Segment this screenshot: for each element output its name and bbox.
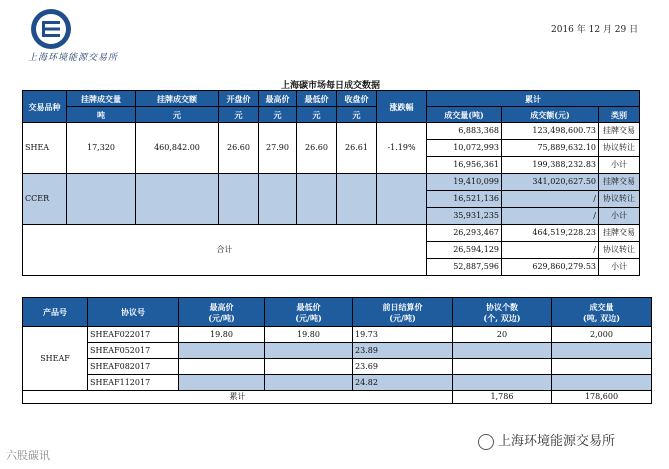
high-price bbox=[179, 343, 265, 359]
table-row bbox=[23, 327, 652, 343]
cum-volume: 16,521,136 bbox=[427, 191, 502, 208]
report-date: 2016 年 12 月 29 日 bbox=[551, 25, 639, 35]
trade-volume: 2,000 bbox=[552, 327, 652, 343]
col-cumulative: 累计 bbox=[427, 91, 640, 107]
col-product: 交易品种 bbox=[23, 91, 67, 123]
cum-volume: 10,072,993 bbox=[427, 140, 502, 157]
category: 协议转让 bbox=[599, 140, 640, 157]
cum-amount: 341,020,627.50 bbox=[502, 174, 599, 191]
table-row bbox=[23, 123, 640, 140]
table-row bbox=[23, 359, 652, 375]
futures-agreement-table bbox=[22, 297, 652, 404]
low-price: 19.80 bbox=[265, 327, 353, 343]
col-low-price: 最低价 (元/吨) bbox=[265, 298, 353, 327]
agreement-no: SHEAF082017 bbox=[88, 359, 179, 375]
trade-volume bbox=[552, 375, 652, 391]
total-label: 合计 bbox=[23, 225, 427, 276]
high-price bbox=[179, 375, 265, 391]
watermark-left: 六股碳讯 bbox=[6, 449, 50, 462]
cum-volume: 26,594,129 bbox=[427, 242, 502, 259]
agreement-no: SHEAF052017 bbox=[88, 343, 179, 359]
category: 协议转让 bbox=[599, 242, 640, 259]
col-agreement-no: 协议号 bbox=[88, 298, 179, 327]
cum-volume: 35,931,235 bbox=[427, 208, 502, 225]
low-price bbox=[265, 359, 353, 375]
col-cum-amount: 成交额(元) bbox=[502, 107, 599, 123]
trade-volume bbox=[552, 343, 652, 359]
table-row bbox=[23, 343, 652, 359]
cum-volume: 19,410,099 bbox=[427, 174, 502, 191]
agreement-count bbox=[453, 359, 552, 375]
total-label: 累计 bbox=[23, 391, 453, 404]
low-price bbox=[265, 375, 353, 391]
cum-amount: 629,860,279.53 bbox=[502, 259, 599, 276]
table-row bbox=[23, 174, 640, 191]
table-row bbox=[23, 375, 652, 391]
cum-volume: 26,293,467 bbox=[427, 225, 502, 242]
col-product-no: 产品号 bbox=[23, 298, 88, 327]
col-close: 收盘价 bbox=[337, 91, 377, 107]
cum-volume: 6,883,368 bbox=[427, 123, 502, 140]
cum-amount: / bbox=[502, 242, 599, 259]
daily-trading-table bbox=[22, 90, 640, 276]
col-category: 类别 bbox=[599, 107, 640, 123]
total-count: 1,786 bbox=[453, 391, 552, 404]
high-price bbox=[179, 359, 265, 375]
cum-volume: 52,887,596 bbox=[427, 259, 502, 276]
low-price bbox=[265, 343, 353, 359]
cum-volume: 16,956,361 bbox=[427, 157, 502, 174]
high-price: 19.80 bbox=[179, 327, 265, 343]
shea-open: 26.60 bbox=[219, 123, 259, 174]
cum-amount: 123,498,600.73 bbox=[502, 123, 599, 140]
col-low: 最低价 bbox=[297, 91, 337, 107]
col-change: 涨跌幅 bbox=[377, 91, 427, 123]
cum-amount: 464,519,228.23 bbox=[502, 225, 599, 242]
agreement-no: SHEAF022017 bbox=[88, 327, 179, 343]
agreement-count bbox=[453, 343, 552, 359]
shea-change: -1.19% bbox=[377, 123, 427, 174]
shea-high: 27.90 bbox=[259, 123, 297, 174]
category: 挂牌交易 bbox=[599, 225, 640, 242]
col-listed-amount: 挂牌成交额 bbox=[136, 91, 219, 107]
wechat-icon bbox=[478, 434, 494, 450]
unit-open: 元 bbox=[219, 107, 259, 123]
settle-price: 23.89 bbox=[353, 343, 453, 359]
agreement-count bbox=[453, 375, 552, 391]
exchange-logo-icon bbox=[30, 8, 72, 50]
table-row bbox=[23, 225, 640, 242]
unit-amount: 元 bbox=[136, 107, 219, 123]
cum-amount: / bbox=[502, 208, 599, 225]
trade-volume bbox=[552, 359, 652, 375]
table1-title: 上海碳市场每日成交数据 bbox=[280, 81, 380, 91]
cum-amount: 199,388,232.83 bbox=[502, 157, 599, 174]
shea-volume: 17,320 bbox=[67, 123, 136, 174]
col-cum-volume: 成交量(吨) bbox=[427, 107, 502, 123]
category: 小计 bbox=[599, 208, 640, 225]
col-agreement-count: 协议个数 (个, 双边) bbox=[453, 298, 552, 327]
settle-price: 23.69 bbox=[353, 359, 453, 375]
shea-close: 26.61 bbox=[337, 123, 377, 174]
cum-amount: 75,889,632.10 bbox=[502, 140, 599, 157]
unit-volume: 吨 bbox=[67, 107, 136, 123]
category: 小计 bbox=[599, 259, 640, 276]
col-listed-volume: 挂牌成交量 bbox=[67, 91, 136, 107]
product-shea: SHEA bbox=[23, 123, 67, 174]
settle-price: 24.82 bbox=[353, 375, 453, 391]
watermark-right: 上海环境能源交易所 bbox=[478, 430, 615, 450]
col-trade-volume: 成交量 (吨, 双边) bbox=[552, 298, 652, 327]
category: 协议转让 bbox=[599, 191, 640, 208]
col-open: 开盘价 bbox=[219, 91, 259, 107]
unit-high: 元 bbox=[259, 107, 297, 123]
product-sheaf: SHEAF bbox=[23, 327, 88, 391]
unit-low: 元 bbox=[297, 107, 337, 123]
cum-amount: / bbox=[502, 191, 599, 208]
col-settle-price: 前日结算价 (元/吨) bbox=[353, 298, 453, 327]
settle-price: 19.73 bbox=[353, 327, 453, 343]
logo-text: 上海环境能源交易所 bbox=[28, 53, 119, 63]
unit-close: 元 bbox=[337, 107, 377, 123]
category: 小计 bbox=[599, 157, 640, 174]
table-row bbox=[23, 391, 652, 404]
category: 挂牌交易 bbox=[599, 174, 640, 191]
category: 挂牌交易 bbox=[599, 123, 640, 140]
agreement-count: 20 bbox=[453, 327, 552, 343]
agreement-no: SHEAF112017 bbox=[88, 375, 179, 391]
product-ccer: CCER bbox=[23, 174, 67, 225]
shea-amount: 460,842.00 bbox=[136, 123, 219, 174]
col-high: 最高价 bbox=[259, 91, 297, 107]
shea-low: 26.60 bbox=[297, 123, 337, 174]
col-high-price: 最高价 (元/吨) bbox=[179, 298, 265, 327]
total-volume: 178,600 bbox=[552, 391, 652, 404]
